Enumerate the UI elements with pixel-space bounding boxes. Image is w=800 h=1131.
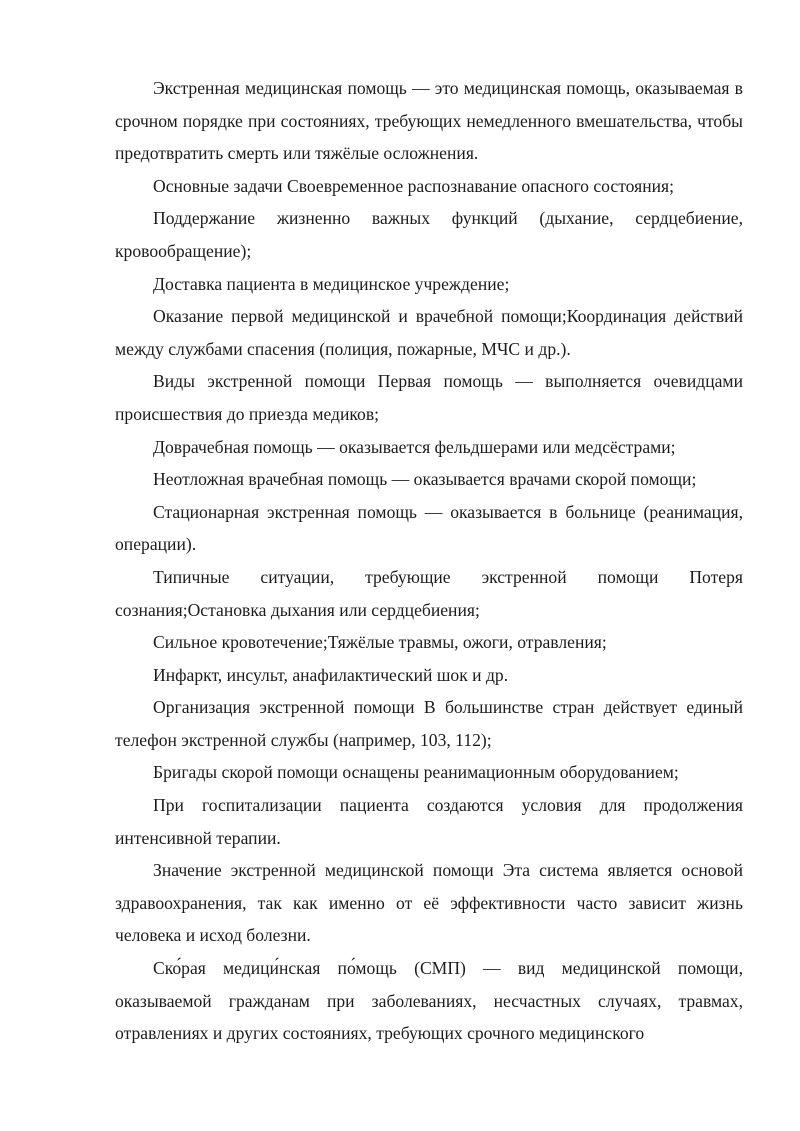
paragraph-bleeding-injuries: Сильное кровотечение;Тяжёлые травмы, ожоги, отравления; — [153, 632, 607, 653]
paragraph-urgent-medical: Неотложная врачебная помощь — оказывается врачами скорой помощи; — [153, 469, 697, 490]
paragraph-ambulance-definition: Ско́рая медици́нская по́мощь (СМП) — вид медицинской помощи, оказываемой гражданам при заболеваниях, несчастных случаях, травмах, отравлениях и других состояниях, требующих срочного медицинского — [115, 958, 743, 1044]
paragraph-ambulance-crews: Бригады скорой помощи оснащены реанимационным оборудованием; — [153, 762, 679, 783]
paragraph-main-tasks: Основные задачи Своевременное распознавание опасного состояния; — [153, 175, 675, 196]
paragraph-hospitalization: При госпитализации пациента создаются условия для продолжения интенсивной терапии. — [115, 795, 743, 848]
paragraph-delivery: Доставка пациента в медицинское учреждение; — [153, 273, 510, 294]
paragraph-significance: Значение экстренной медицинской помощи Эта система является основой здравоохранения, так как именно от её эффективности часто зависит жизнь человека и исход болезни. — [115, 860, 743, 946]
paragraph-pre-medical: Доврачебная помощь — оказывается фельдшерами или медсёстрами; — [153, 436, 676, 457]
paragraph-types-first-aid: Виды экстренной помощи Первая помощь — выполняется очевидцами происшествия до приезда медиков; — [115, 371, 743, 424]
paragraph-typical-situations: Типичные ситуации, требующие экстренной помощи Потеря сознания;Остановка дыхания или сердцебиения; — [115, 566, 743, 620]
paragraph-vital-functions: Поддержание жизненно важных функций (дыхание, сердцебиение, кровообращение); — [115, 208, 743, 261]
paragraph-infarction-stroke: Инфаркт, инсульт, анафилактический шок и др. — [153, 664, 509, 685]
paragraph-definition: Экстренная медицинская помощь — это медицинская помощь, оказываемая в срочном порядке при состояниях, требующих немедленного вмешательства, чтобы предотвратить смерть или тяжёлые осложнения. — [115, 78, 743, 164]
paragraph-organization: Организация экстренной помощи В большинстве стран действует единый телефон экстренной службы (например, 103, 112); — [115, 697, 743, 750]
paragraph-inpatient: Стационарная экстренная помощь — оказывается в больнице (реанимация, операции). — [115, 501, 743, 555]
paragraph-first-aid-coordination: Оказание первой медицинской и врачебной помощи;Координация действий между службами спасения (полиция, пожарные, МЧС и др.). — [115, 306, 743, 359]
